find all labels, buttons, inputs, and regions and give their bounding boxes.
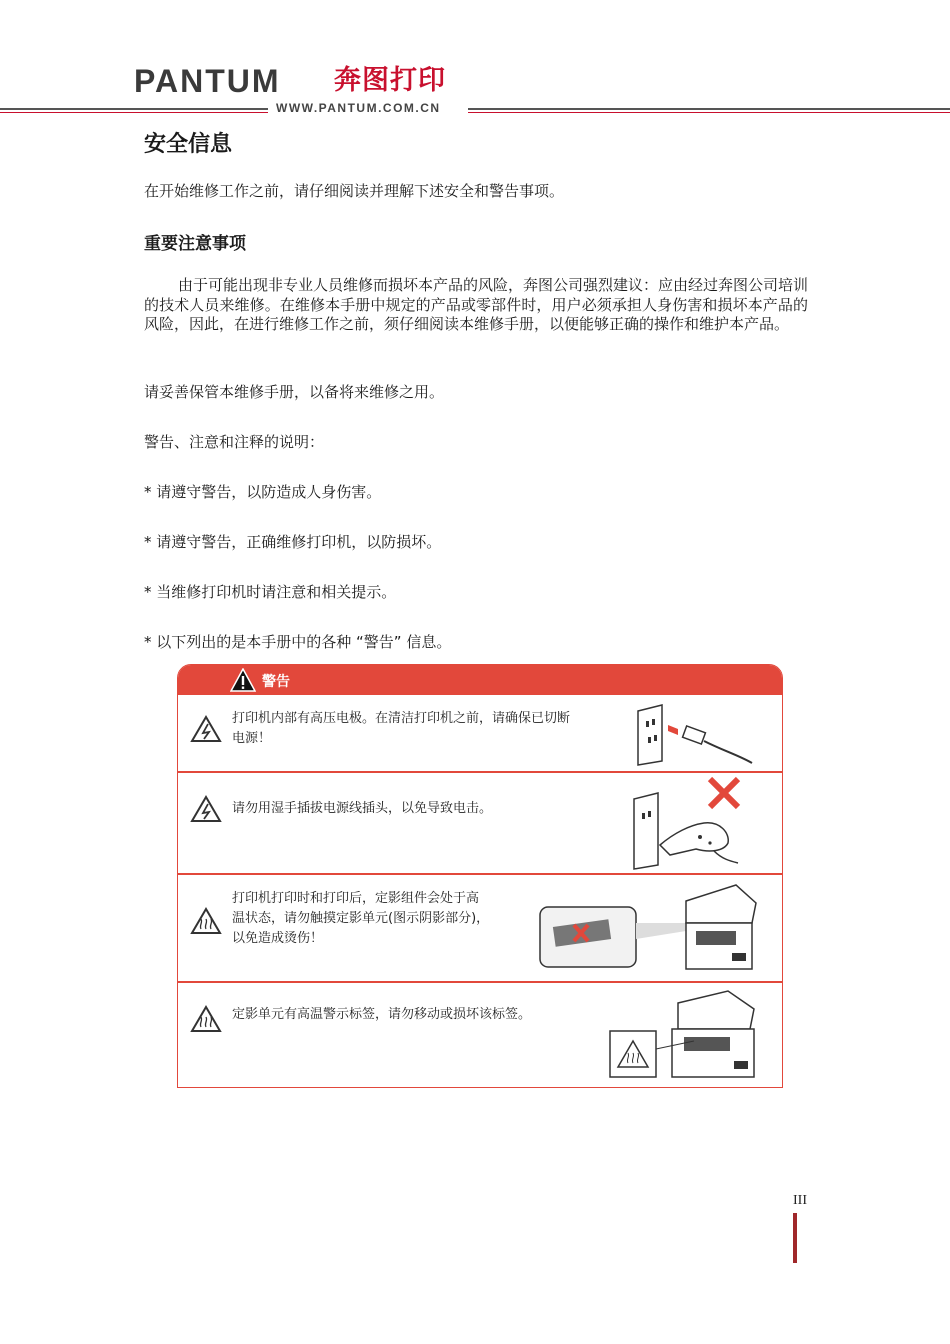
- warning-text-line: 打印机打印时和打印后，定影组件会处于高: [232, 891, 480, 906]
- page-marker-bar: [793, 1213, 797, 1263]
- printer-heat-label-illustration: [608, 989, 760, 1081]
- warning-row-wet-hands: [178, 773, 782, 875]
- warning-panel-header: [178, 665, 782, 695]
- intro-text: 在开始维修工作之前，请仔细阅读并理解下述安全和警告事项。: [144, 182, 565, 200]
- header-rule-right-thin: [468, 112, 950, 113]
- bullet-item: * 当维修打印机时请注意和相关提示。: [144, 583, 397, 601]
- printer-fuser-illustration: [536, 883, 760, 975]
- warning-text-line: 电源！: [232, 731, 272, 746]
- brand-logo-text: PANTUM: [134, 63, 281, 99]
- page-title: 安全信息: [144, 132, 233, 157]
- hot-surface-icon: [190, 1005, 222, 1033]
- bullet-item: * 请遵守警告，以防造成人身伤害。: [144, 483, 382, 501]
- legend-intro: 警告、注意和注释的说明：: [144, 433, 325, 451]
- outlet-plug-illustration: [634, 703, 758, 767]
- bullet-item: * 以下列出的是本手册中的各种 “警告” 信息。: [144, 633, 452, 651]
- warning-row-high-voltage: [178, 695, 782, 773]
- website-url: WWW.PANTUM.COM.CN: [272, 101, 445, 115]
- warning-text-line: 定影单元有高温警示标签，请勿移动或损坏该标签。: [232, 1007, 532, 1022]
- warning-row-hot-fuser: [178, 875, 782, 983]
- warning-header-label: 警告: [262, 674, 290, 690]
- warning-text-line: 以免造成烫伤！: [232, 931, 324, 946]
- hot-surface-icon: [190, 907, 222, 935]
- bullet-item: * 请遵守警告，正确维修打印机，以防损坏。: [144, 533, 442, 551]
- high-voltage-icon: [190, 795, 222, 823]
- header-rule-left: [0, 108, 268, 110]
- keep-manual-note: 请妥善保管本维修手册，以备将来维修之用。: [144, 383, 445, 401]
- high-voltage-icon: [190, 715, 222, 743]
- warning-panel: [177, 664, 783, 1088]
- warning-text-line: 打印机内部有高压电极。在清洁打印机之前，请确保已切断: [232, 711, 571, 726]
- page-number: III: [793, 1193, 807, 1208]
- warning-text-line: 请勿用湿手插拔电源线插头，以免导致电击。: [232, 801, 493, 816]
- important-paragraph: 由于可能出现非专业人员维修而损坏本产品的风险，奔图公司强烈建议：应由经过奔图公司培训的技术人员来维修。在维修本手册中规定的产品或零部件时，用户必须承担人身伤害和损坏本产品的风险，因此，在进行维修工作之前，须仔细阅读本维修手册，以便能够正确的操作和维护本产品。: [144, 276, 809, 333]
- wet-hand-plug-illustration: [630, 789, 740, 871]
- warning-triangle-icon: [230, 668, 256, 692]
- brand-logo-chinese: 奔图打印: [334, 65, 446, 96]
- header-rule-left-thin: [0, 112, 268, 113]
- section-heading: 重要注意事项: [144, 234, 246, 254]
- warning-text-line: 温状态，请勿触摸定影单元(图示阴影部分)，: [232, 911, 490, 926]
- warning-row-heat-label: [178, 983, 782, 1087]
- header-rule-right: [468, 108, 950, 110]
